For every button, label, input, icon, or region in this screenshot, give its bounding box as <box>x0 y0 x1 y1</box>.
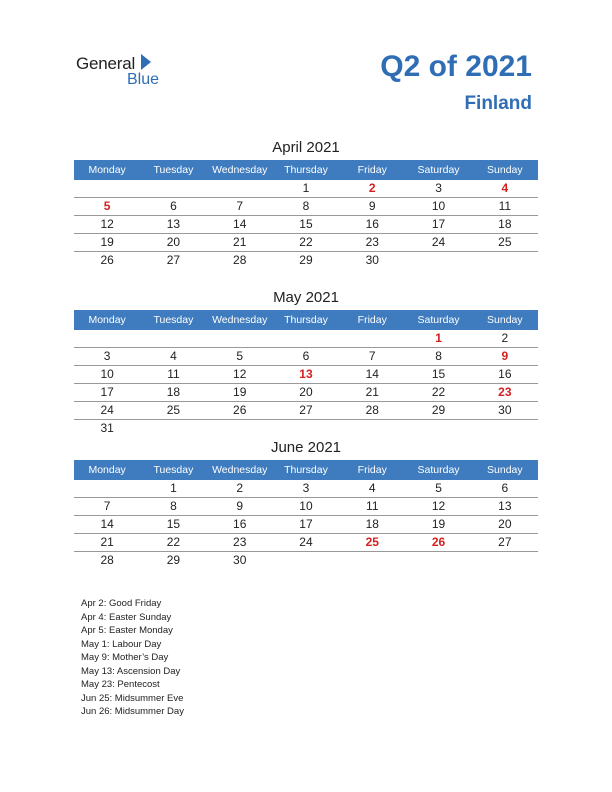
day-cell: 26 <box>233 403 247 417</box>
week-row <box>74 516 538 534</box>
day-cell: 1 <box>170 481 177 495</box>
weekday-label: Sunday <box>487 164 523 176</box>
day-cell <box>207 180 273 197</box>
day-cell <box>140 420 206 437</box>
weekday-label: Saturday <box>417 314 460 326</box>
day-cell: 3 <box>103 349 111 363</box>
day-cell: 17 <box>431 217 446 231</box>
weekday-label: Monday <box>88 464 126 476</box>
country-subtitle: Finland <box>464 93 532 114</box>
week-row <box>74 234 538 252</box>
day-cell: 11 <box>366 499 379 513</box>
week-row <box>74 366 538 384</box>
holiday-day-cell: 25 <box>365 535 379 549</box>
week-row <box>74 330 538 348</box>
day-cell: 16 <box>498 367 512 381</box>
day-cell <box>339 420 405 437</box>
day-cell: 12 <box>100 217 114 231</box>
weekday-label: Saturday <box>417 464 460 476</box>
day-cell <box>339 330 405 347</box>
day-cell: 18 <box>498 217 512 231</box>
day-cell: 8 <box>435 349 442 363</box>
day-cell: 22 <box>299 235 313 249</box>
day-cell: 8 <box>170 499 177 513</box>
day-cell: 28 <box>365 403 379 417</box>
weekday-label: Friday <box>357 464 387 476</box>
day-cell: 20 <box>498 517 512 531</box>
day-cell: 11 <box>498 199 512 213</box>
day-cell: 10 <box>299 499 313 513</box>
day-cell: 30 <box>365 253 379 267</box>
day-cell: 2 <box>501 331 509 345</box>
day-cell <box>405 420 471 437</box>
weekday-label: Thursday <box>284 464 328 476</box>
weekday-label: Tuesday <box>153 464 194 476</box>
day-cell <box>472 552 538 569</box>
weekday-label: Thursday <box>284 314 328 326</box>
day-cell: 30 <box>233 553 247 567</box>
day-cell <box>74 180 140 197</box>
day-cell: 7 <box>368 349 376 363</box>
weekday-label: Saturday <box>417 164 460 176</box>
holiday-item: Jun 25: Midsummer Eve <box>81 692 184 704</box>
day-cell: 27 <box>166 253 181 267</box>
day-cell <box>74 480 140 497</box>
day-cell: 29 <box>431 403 446 417</box>
day-cell: 5 <box>236 349 244 363</box>
weekday-header <box>74 310 538 330</box>
day-cell: 1 <box>302 181 310 195</box>
week-row <box>74 498 538 516</box>
day-cell: 24 <box>100 403 114 417</box>
week-row <box>74 420 538 437</box>
weekday-label: Sunday <box>487 464 523 476</box>
weekday-label: Wednesday <box>212 464 268 476</box>
day-cell: 8 <box>302 199 310 213</box>
month-title: May 2021 <box>273 289 339 306</box>
weekday-label: Tuesday <box>153 164 194 176</box>
day-cell: 4 <box>368 481 376 495</box>
holiday-day-cell: 4 <box>501 181 509 195</box>
day-cell: 27 <box>498 535 512 549</box>
weekday-label: Tuesday <box>153 314 194 326</box>
weekday-label: Monday <box>88 314 126 326</box>
logo-text-general: General <box>76 54 136 73</box>
day-cell: 19 <box>100 235 114 249</box>
day-cell: 5 <box>435 481 442 495</box>
day-cell <box>207 330 273 347</box>
holiday-item: Apr 5: Easter Monday <box>81 625 173 636</box>
day-cell: 2 <box>236 481 244 495</box>
day-cell <box>472 252 538 269</box>
week-row <box>74 216 538 234</box>
holiday-item: May 13: Ascension Day <box>81 665 181 677</box>
day-cell <box>405 552 471 569</box>
day-cell: 20 <box>166 235 181 249</box>
logo-text-blue: Blue <box>127 71 160 88</box>
holiday-day-cell: 23 <box>498 385 512 399</box>
day-cell: 21 <box>233 235 247 249</box>
day-cell: 25 <box>498 235 512 249</box>
week-row <box>74 198 538 216</box>
day-cell: 14 <box>365 367 379 381</box>
month-title: June 2021 <box>270 439 342 456</box>
day-cell: 19 <box>233 385 247 399</box>
day-cell: 27 <box>299 403 313 417</box>
holiday-item: Apr 4: Easter Sunday <box>81 611 172 623</box>
week-row <box>74 252 538 269</box>
weekday-label: Friday <box>357 164 387 176</box>
day-cell <box>140 330 206 347</box>
day-cell <box>74 330 140 347</box>
day-cell: 24 <box>431 235 446 249</box>
weekday-header <box>74 160 538 180</box>
day-cell: 10 <box>431 199 446 213</box>
day-cell: 25 <box>166 403 181 417</box>
day-cell: 19 <box>431 517 446 531</box>
day-cell: 14 <box>100 517 114 531</box>
day-cell: 10 <box>100 367 114 381</box>
day-cell: 29 <box>166 553 181 567</box>
weekday-label: Friday <box>357 314 387 326</box>
day-cell <box>472 420 538 437</box>
week-row <box>74 402 538 420</box>
day-cell: 6 <box>501 481 509 495</box>
day-cell: 3 <box>302 481 310 495</box>
holiday-day-cell: 1 <box>435 331 442 345</box>
weekday-label: Thursday <box>284 164 328 176</box>
day-cell: 15 <box>299 217 313 231</box>
day-cell: 11 <box>167 367 180 381</box>
week-row <box>74 384 538 402</box>
weekday-label: Wednesday <box>212 164 268 176</box>
day-cell: 16 <box>233 517 247 531</box>
day-cell <box>405 252 471 269</box>
week-row <box>74 180 538 198</box>
month-calendar <box>74 287 538 437</box>
day-cell: 16 <box>365 217 379 231</box>
day-cell: 28 <box>233 253 247 267</box>
holiday-list <box>81 597 184 719</box>
week-row <box>74 480 538 498</box>
holiday-item: Jun 26: Midsummer Day <box>81 706 184 717</box>
day-cell: 21 <box>100 535 114 549</box>
day-cell: 15 <box>166 517 181 531</box>
day-cell: 18 <box>365 517 379 531</box>
day-cell <box>273 420 339 437</box>
day-cell <box>207 420 273 437</box>
holiday-day-cell: 5 <box>103 199 111 213</box>
day-cell <box>140 180 206 197</box>
day-cell: 6 <box>302 349 310 363</box>
month-calendar <box>74 437 538 569</box>
holiday-item: May 23: Pentecost <box>81 679 160 690</box>
day-cell: 20 <box>299 385 313 399</box>
week-row <box>74 348 538 366</box>
weekday-label: Monday <box>88 164 126 176</box>
weekday-header <box>74 460 538 480</box>
month-title: April 2021 <box>272 139 340 156</box>
day-cell: 13 <box>498 499 512 513</box>
week-row <box>74 552 538 569</box>
day-cell <box>339 552 405 569</box>
day-cell: 14 <box>233 217 247 231</box>
holiday-item: May 1: Labour Day <box>81 638 162 650</box>
day-cell: 28 <box>100 553 114 567</box>
day-cell: 12 <box>431 499 446 513</box>
day-cell: 9 <box>368 199 376 213</box>
week-row <box>74 534 538 552</box>
day-cell: 17 <box>299 517 313 531</box>
day-cell: 18 <box>166 385 181 399</box>
holiday-item: May 9: Mother’s Day <box>81 652 169 663</box>
day-cell: 30 <box>498 403 512 417</box>
day-cell: 26 <box>100 253 114 267</box>
day-cell: 9 <box>236 499 244 513</box>
day-cell: 15 <box>431 367 446 381</box>
day-cell <box>273 552 339 569</box>
day-cell: 23 <box>233 535 247 549</box>
day-cell: 29 <box>299 253 313 267</box>
day-cell: 31 <box>100 421 114 435</box>
weekday-label: Wednesday <box>212 314 268 326</box>
day-cell: 6 <box>170 199 177 213</box>
logo-triangle-icon <box>141 54 151 70</box>
page-title: Q2 of 2021 <box>380 50 532 83</box>
day-cell: 24 <box>299 535 313 549</box>
holiday-day-cell: 26 <box>431 535 446 549</box>
day-cell <box>273 330 339 347</box>
day-cell: 17 <box>100 385 114 399</box>
holiday-item: Apr 2: Good Friday <box>81 598 162 609</box>
holiday-day-cell: 9 <box>501 349 509 363</box>
day-cell: 21 <box>365 385 379 399</box>
day-cell: 22 <box>431 385 446 399</box>
day-cell: 13 <box>166 217 181 231</box>
month-calendar <box>74 137 538 269</box>
brand-logo <box>76 52 176 92</box>
holiday-day-cell: 13 <box>299 367 313 381</box>
day-cell: 12 <box>233 367 247 381</box>
day-cell: 3 <box>435 181 442 195</box>
day-cell: 7 <box>103 499 111 513</box>
weekday-label: Sunday <box>487 314 523 326</box>
day-cell: 7 <box>236 199 244 213</box>
holiday-day-cell: 2 <box>368 181 376 195</box>
day-cell: 23 <box>365 235 379 249</box>
day-cell: 4 <box>170 349 177 363</box>
day-cell: 22 <box>166 535 181 549</box>
